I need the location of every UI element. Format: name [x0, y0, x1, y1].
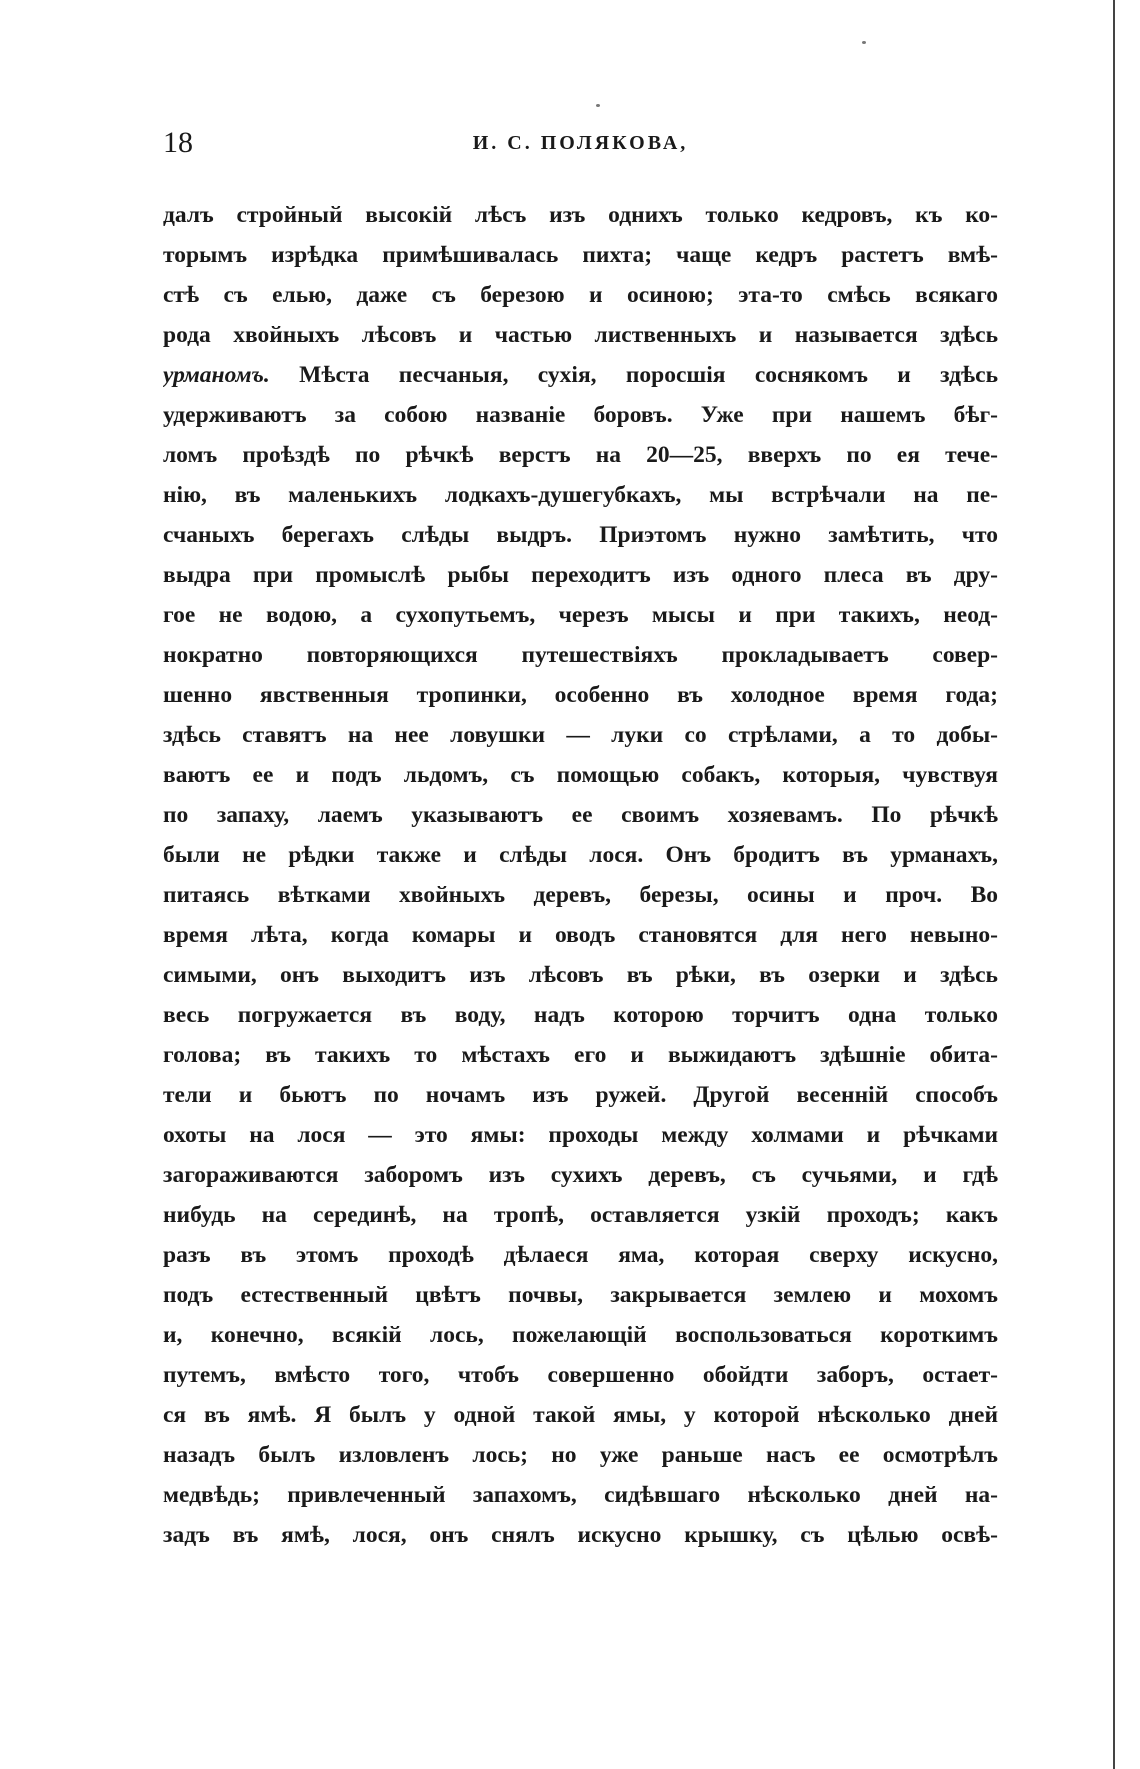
- text-line: ваютъ ее и подъ льдомъ, съ помощью собакъ, которыя, чувствуя: [163, 762, 998, 788]
- text-line: время лѣта, когда комары и оводъ становятся для него невыно-: [163, 922, 998, 948]
- text-line: ломъ проѣздѣ по рѣчкѣ верстъ на 20—25, вверхъ по ея тече-: [163, 442, 998, 468]
- text-line: назадъ былъ изловленъ лось; но уже раньше насъ ее осмотрѣлъ: [163, 1442, 998, 1468]
- body-text: [163, 195, 998, 1555]
- text-line: разъ въ этомъ проходѣ дѣлаеся яма, которая сверху искусно,: [163, 1242, 998, 1268]
- text-line: по запаху, лаемъ указываютъ ее своимъ хозяевамъ. По рѣчкѣ: [163, 802, 998, 828]
- text-line: стѣ съ елью, даже съ березою и осиною; эта-то смѣсь всякаго: [163, 282, 998, 308]
- text-line: счаныхъ берегахъ слѣды выдръ. Приэтомъ нужно замѣтить, что: [163, 522, 998, 548]
- text-line-rest: Мѣста песчаныя, сухія, поросшія соснякомъ и здѣсь: [299, 362, 998, 388]
- text-line: были не рѣдки также и слѣды лося. Онъ бродитъ въ урманахъ,: [163, 842, 998, 868]
- text-line: путемъ, вмѣсто того, чтобъ совершенно обойдти заборъ, остает-: [163, 1362, 998, 1388]
- text-line: тели и бьютъ по ночамъ изъ ружей. Другой весенній способъ: [163, 1082, 998, 1108]
- text-line: нію, въ маленькихъ лодкахъ-душегубкахъ, мы встрѣчали на пе-: [163, 482, 998, 508]
- text-line: удерживаютъ за собою названіе боровъ. Уже при нашемъ бѣг-: [163, 402, 998, 428]
- text-line: шенно явственныя тропинки, особенно въ холодное время года;: [163, 682, 998, 708]
- text-line: задъ въ ямѣ, лося, онъ снялъ искусно крышку, съ цѣлью освѣ-: [163, 1522, 998, 1548]
- text-line: и, конечно, всякій лось, пожелающій воспользоваться короткимъ: [163, 1322, 998, 1348]
- text-line: рода хвойныхъ лѣсовъ и частью лиственныхъ и называется здѣсь: [163, 322, 998, 348]
- text-line: ся въ ямѣ. Я былъ у одной такой ямы, у которой нѣсколько дней: [163, 1402, 998, 1428]
- text-line: голова; въ такихъ то мѣстахъ его и выжидаютъ здѣшніе обита-: [163, 1042, 998, 1068]
- text-line: здѣсь ставятъ на нее ловушки — луки со стрѣлами, а то добы-: [163, 722, 998, 748]
- text-line: симыми, онъ выходитъ изъ лѣсовъ въ рѣки, въ озерки и здѣсь: [163, 962, 998, 988]
- text-line: медвѣдь; привлеченный запахомъ, сидѣвшаго нѣсколько дней на-: [163, 1482, 998, 1508]
- italic-term: урманомъ.: [163, 362, 270, 388]
- scan-speck: [596, 104, 600, 107]
- text-line: загораживаются заборомъ изъ сухихъ деревъ, съ сучьями, и гдѣ: [163, 1162, 998, 1188]
- text-line: далъ стройный высокій лѣсъ изъ однихъ только кедровъ, къ ко-: [163, 202, 998, 228]
- text-line: нократно повторяющихся путешествіяхъ прокладываетъ совер-: [163, 642, 998, 668]
- text-line: охоты на лося — это ямы: проходы между холмами и рѣчками: [163, 1122, 998, 1148]
- page-number: 18: [163, 126, 193, 159]
- text-line-with-term: [163, 355, 998, 395]
- text-line: подъ естественный цвѣтъ почвы, закрывается землею и мохомъ: [163, 1282, 998, 1308]
- scan-speck: [862, 41, 866, 44]
- running-title: И. С. ПОЛЯКОВА,: [472, 132, 689, 154]
- text-line: гое не водою, а сухопутьемъ, черезъ мысы и при такихъ, неод-: [163, 602, 998, 628]
- text-line: нибудь на серединѣ, на тропѣ, оставляется узкій проходъ; какъ: [163, 1202, 998, 1228]
- text-line: весь погружается въ воду, надъ которою торчитъ одна только: [163, 1002, 998, 1028]
- text-line: торымъ изрѣдка примѣшивалась пихта; чаще кедръ растетъ вмѣ-: [163, 242, 998, 268]
- text-line: выдра при промыслѣ рыбы переходитъ изъ одного плеса въ дру-: [163, 562, 998, 588]
- page-header: [163, 126, 998, 166]
- text-line: питаясь вѣтками хвойныхъ деревъ, березы, осины и проч. Во: [163, 882, 998, 908]
- scan-page-edge: [1113, 0, 1115, 1769]
